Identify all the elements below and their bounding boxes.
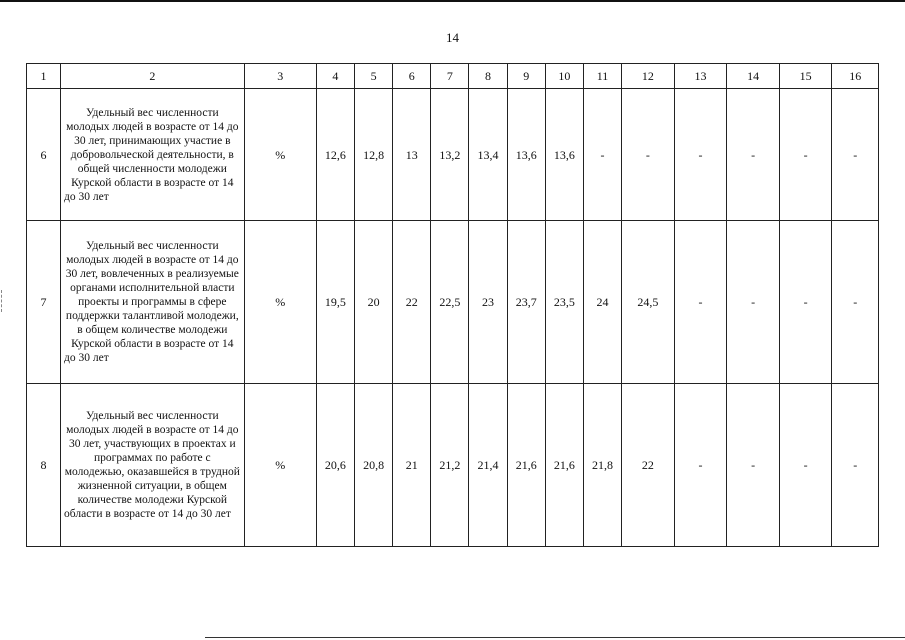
row-number: 7 (27, 221, 61, 384)
row-value: 13,2 (431, 89, 469, 221)
row-value: 23,5 (545, 221, 583, 384)
row-value: 21 (393, 384, 431, 547)
row-value: - (832, 221, 879, 384)
scan-edge-mark (1, 290, 4, 312)
row-value: 21,8 (583, 384, 621, 547)
row-value: - (583, 89, 621, 221)
row-value: 22,5 (431, 221, 469, 384)
column-header: 12 (622, 64, 675, 89)
row-value: 24 (583, 221, 621, 384)
column-header: 4 (316, 64, 354, 89)
column-header: 14 (727, 64, 780, 89)
row-value: - (779, 89, 832, 221)
page-top-border (0, 0, 905, 2)
row-value: - (674, 384, 727, 547)
row-value: 23,7 (507, 221, 545, 384)
row-value: - (727, 221, 780, 384)
row-value: - (832, 384, 879, 547)
row-unit: % (244, 221, 316, 384)
row-value: 13 (393, 89, 431, 221)
column-header: 2 (61, 64, 245, 89)
row-number: 8 (27, 384, 61, 547)
row-value: 21,4 (469, 384, 507, 547)
column-header: 16 (832, 64, 879, 89)
row-value: - (674, 221, 727, 384)
indicator-table (26, 63, 879, 547)
row-value: - (779, 384, 832, 547)
row-value: - (779, 221, 832, 384)
row-value: 24,5 (622, 221, 675, 384)
row-description: Удельный вес численности молодых людей в возрасте от 14 до 30 лет, принимающих участие в добровольческой деятельности, в общей численности молодежи Курской области в возрасте от 14 до 30 лет (61, 89, 245, 221)
table-header-row (27, 64, 879, 89)
column-header: 6 (393, 64, 431, 89)
row-value: 20,8 (354, 384, 392, 547)
row-value: 20,6 (316, 384, 354, 547)
scan-bottom-edge (205, 637, 905, 638)
row-value: - (832, 89, 879, 221)
row-unit: % (244, 89, 316, 221)
row-value: 13,6 (507, 89, 545, 221)
column-header: 5 (354, 64, 392, 89)
row-value: 22 (393, 221, 431, 384)
column-header: 10 (545, 64, 583, 89)
table-row (27, 384, 879, 547)
row-value: 22 (622, 384, 675, 547)
column-header: 8 (469, 64, 507, 89)
column-header: 3 (244, 64, 316, 89)
row-value: 21,2 (431, 384, 469, 547)
row-value: 19,5 (316, 221, 354, 384)
row-value: - (674, 89, 727, 221)
page-number: 14 (446, 30, 459, 45)
column-header: 7 (431, 64, 469, 89)
column-header: 11 (583, 64, 621, 89)
row-value: 21,6 (545, 384, 583, 547)
row-value: 12,6 (316, 89, 354, 221)
table-row (27, 89, 879, 221)
row-value: - (727, 384, 780, 547)
row-description: Удельный вес численности молодых людей в возрасте от 14 до 30 лет, вовлеченных в реализуемые органами исполнительной власти проекты и программы в сфере поддержки талантливой молодежи, в общем количестве молодежи Курской области в возрасте от 14 до 30 лет (61, 221, 245, 384)
row-value: 13,6 (545, 89, 583, 221)
row-value: 21,6 (507, 384, 545, 547)
row-value: 12,8 (354, 89, 392, 221)
row-value: 13,4 (469, 89, 507, 221)
row-unit: % (244, 384, 316, 547)
row-value: 23 (469, 221, 507, 384)
table-row (27, 221, 879, 384)
row-value: 20 (354, 221, 392, 384)
column-header: 15 (779, 64, 832, 89)
column-header: 13 (674, 64, 727, 89)
row-value: - (727, 89, 780, 221)
row-value: - (622, 89, 675, 221)
row-description: Удельный вес численности молодых людей в возрасте от 14 до 30 лет, участвующих в проектах и программах по работе с молодежью, оказавшейся в трудной жизненной ситуации, в общем количестве молодежи Курской области в возрасте от 14 до 30 лет (61, 384, 245, 547)
row-number: 6 (27, 89, 61, 221)
column-header: 1 (27, 64, 61, 89)
column-header: 9 (507, 64, 545, 89)
